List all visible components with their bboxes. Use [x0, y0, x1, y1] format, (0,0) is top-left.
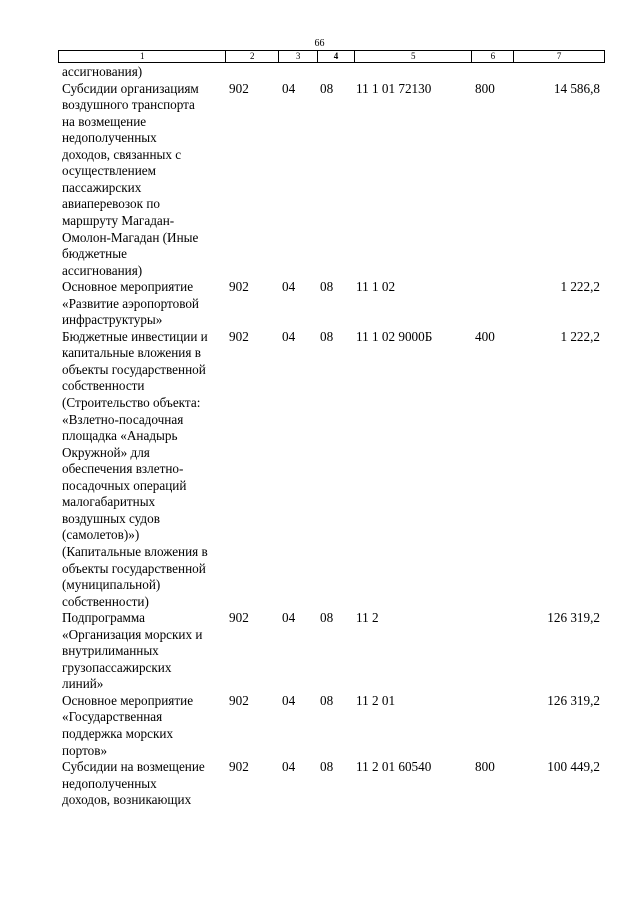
section-code: 04: [282, 279, 296, 295]
subsection-code: 08: [320, 610, 334, 626]
row-name-line: Основное мероприятие: [62, 692, 194, 708]
row-name-line: «Организация морских и: [62, 626, 203, 642]
row-name-line: доходов, связанных с: [62, 146, 182, 162]
row-name-line: ассигнования): [62, 262, 143, 278]
expense-type-code: 800: [475, 759, 495, 775]
header-col-6: 6: [472, 51, 514, 62]
target-article-code: 11 2 01: [356, 692, 396, 708]
row-name-line: воздушных судов: [62, 510, 160, 526]
target-article-code: 11 2: [356, 610, 379, 626]
row-name-line: Омолон-Магадан (Иные: [62, 229, 199, 245]
row-name-line: (Строительство объекта:: [62, 395, 201, 410]
target-article-code: 11 2 01 60540: [356, 759, 432, 775]
row-name-line: собственности: [62, 378, 145, 394]
expense-type-code: 800: [475, 80, 495, 96]
row-name-line: портов»: [62, 742, 108, 758]
row-name-line: Подпрограмма: [62, 610, 146, 626]
row-name-line: малогабаритных: [62, 494, 156, 510]
row-name-line: «Развитие аэропортовой: [62, 295, 199, 311]
row-name-line: (Капитальные вложения в: [62, 543, 208, 559]
section-code: 04: [282, 80, 296, 96]
amount: 126 319,2: [547, 610, 600, 626]
subsection-code: 08: [320, 279, 334, 295]
row-name-line: авиаперевозок по: [62, 196, 160, 212]
ministry-code: 902: [229, 692, 249, 708]
row-name-line: Основное мероприятие: [62, 279, 194, 295]
amount: 126 319,2: [547, 692, 600, 708]
target-article-code: 11 1 01 72130: [356, 80, 432, 96]
row-name-line: воздушного транспорта: [62, 97, 195, 113]
ministry-code: 902: [229, 759, 249, 775]
section-code: 04: [282, 610, 296, 626]
page-number: 66: [314, 38, 325, 49]
section-code: 04: [282, 759, 296, 775]
row-name-line: «Взлетно-посадочная: [62, 411, 184, 427]
header-col-5: 5: [355, 51, 473, 62]
header-col-4: 4: [318, 51, 355, 62]
row-name-line: объекты государственной: [62, 361, 206, 377]
row-name-line: линий»: [62, 676, 104, 692]
table-header: [58, 50, 605, 63]
subsection-code: 08: [320, 692, 334, 708]
row-name-line: бюджетные: [62, 246, 127, 262]
row-name-line: Субсидии на возмещение: [62, 759, 205, 775]
row-name-line: Бюджетные инвестиции и: [62, 328, 208, 344]
row-name-line: площадка «Анадырь: [62, 428, 178, 444]
header-col-3: 3: [279, 51, 318, 62]
row-name-line: доходов, возникающих: [62, 792, 192, 808]
ministry-code: 902: [229, 80, 249, 96]
row-name-line: недополученных: [62, 130, 157, 146]
subsection-code: 08: [320, 80, 334, 96]
row-name-line: объекты государственной: [62, 560, 206, 576]
row-name-line: внутрилиманных: [62, 643, 159, 659]
header-col-1: 1: [59, 51, 226, 62]
section-code: 04: [282, 692, 296, 708]
subsection-code: 08: [320, 759, 334, 775]
header-col-7: 7: [556, 51, 562, 61]
amount: 1 222,2: [560, 328, 600, 344]
row-name-line: (самолетов)»): [62, 527, 140, 543]
row-name-line: пассажирских: [62, 179, 142, 195]
row-name-line: маршруту Магадан-: [62, 212, 175, 228]
row-name-line: Субсидии организациям: [62, 80, 199, 96]
row-name-line: недополученных: [62, 775, 157, 791]
row-name-line: грузопассажирских: [62, 659, 172, 675]
expense-type-code: 400: [475, 328, 495, 344]
subsection-code: 08: [320, 328, 334, 344]
ministry-code: 902: [229, 279, 249, 295]
row-name-line: посадочных операций: [62, 477, 187, 493]
row-name-line: «Государственная: [62, 709, 163, 725]
ministry-code: 902: [229, 610, 249, 626]
row-name-line: осуществлением: [62, 163, 156, 179]
amount: 100 449,2: [547, 759, 600, 775]
amount: 14 586,8: [553, 80, 600, 96]
row-name-line: обеспечения взлетно-: [62, 461, 184, 477]
row-name-line: инфраструктуры»: [62, 312, 163, 328]
row-name-line: поддержка морских: [62, 726, 174, 741]
target-article-code: 11 1 02 9000Б: [356, 328, 433, 344]
target-article-code: 11 1 02: [356, 279, 396, 295]
row-name-line: (муниципальной): [62, 577, 161, 593]
amount: 1 222,2: [560, 279, 600, 295]
row-name-line: на возмещение: [62, 113, 147, 129]
row-name-line: Окружной» для: [62, 444, 150, 460]
row-name-line: ассигнования): [62, 64, 143, 79]
row-name-line: собственности): [62, 593, 149, 609]
section-code: 04: [282, 328, 296, 344]
ministry-code: 902: [229, 328, 249, 344]
row-name-line: капитальные вложения в: [62, 345, 201, 361]
header-col-2: 2: [226, 51, 279, 62]
